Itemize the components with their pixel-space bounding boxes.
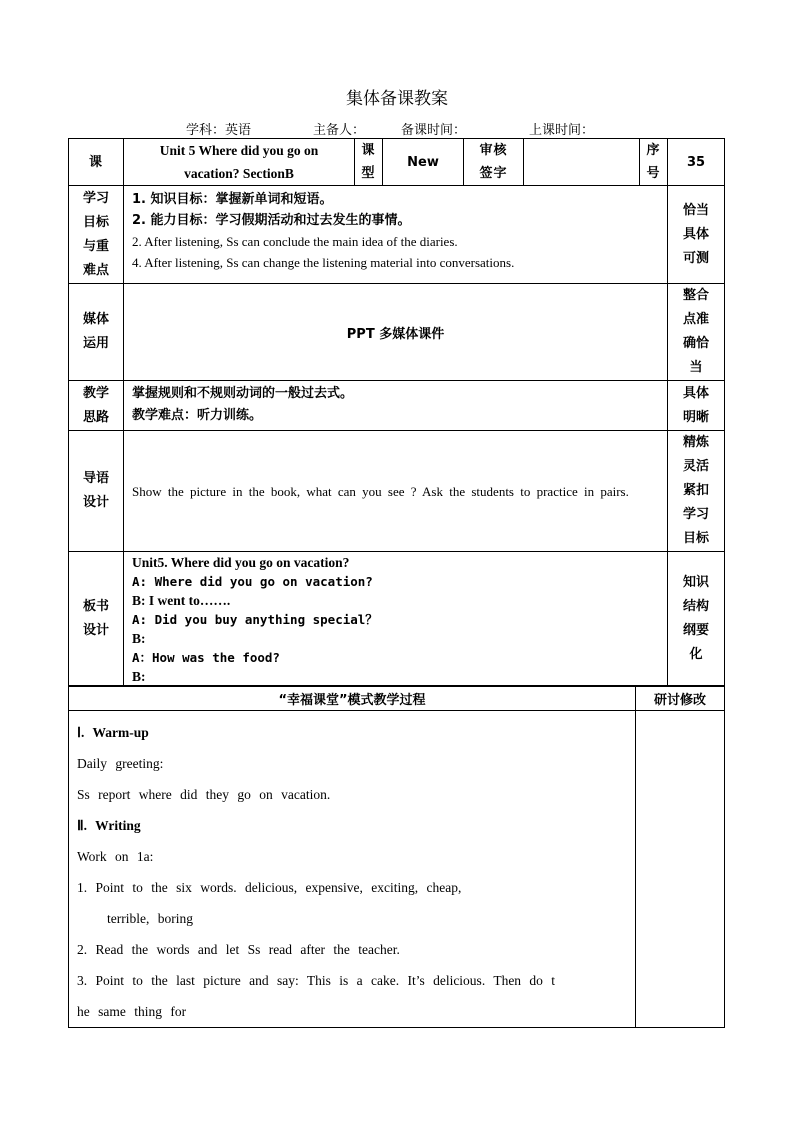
teaching-idea-row	[69, 381, 725, 431]
review-label: 审核 签字	[464, 139, 524, 186]
lead-in-label: 导语 设计	[69, 431, 124, 552]
goal-line: 1. 知识目标：掌握新单词和短语。	[132, 192, 333, 207]
board-comment: 知识 结构 纲要 化	[668, 552, 725, 687]
type-label: 课 型	[355, 139, 383, 186]
lead-in-row	[69, 431, 725, 552]
process-side-header: 研讨修改	[636, 686, 725, 711]
lead-in-content: Show the picture in the book, what can you see ? Ask the students to practice in pairs.	[124, 431, 668, 552]
topic-value: Unit 5 Where did you go on vacation? SectionB	[124, 139, 355, 186]
board-line: B:	[132, 631, 146, 646]
board-line: Unit5. Where did you go on vacation?	[132, 555, 350, 570]
media-comment: 整合 点准 确恰 当	[668, 284, 725, 381]
teaching-idea-comment: 具体 明晰	[668, 381, 725, 431]
media-content: PPT 多媒体课件	[124, 284, 668, 381]
process-header-row	[69, 686, 725, 711]
goals-row	[69, 186, 725, 284]
process-line: Work on 1a:	[77, 849, 154, 864]
process-line: terrible, boring	[107, 911, 193, 926]
board-line: A: Did you buy anything special？	[132, 612, 378, 627]
seq-value: 35	[668, 139, 725, 186]
goals-content	[124, 186, 668, 284]
goals-label: 学习 目标 与重 难点	[69, 186, 124, 284]
board-label: 板书 设计	[69, 552, 124, 687]
topic-label: 课	[69, 139, 124, 186]
media-row	[69, 284, 725, 381]
board-line: A：How was the food?	[132, 650, 280, 665]
process-line: Ss report where did they go on vacation.	[77, 787, 331, 802]
process-content	[69, 711, 636, 1028]
meta-lead: 主备人：	[313, 123, 366, 138]
meta-line	[186, 119, 594, 138]
process-body-row	[69, 711, 725, 1028]
process-line: 1. Point to the six words. delicious, expensive, exciting, cheap,	[77, 880, 462, 895]
goal-line: 2. 能力目标：学习假期活动和过去发生的事情。	[132, 213, 411, 228]
review-value	[524, 139, 640, 186]
board-row	[69, 552, 725, 687]
goals-comment: 恰当 具体 可测	[668, 186, 725, 284]
idea-line: 掌握规则和不规则动词的一般过去式。	[132, 386, 354, 401]
process-header: “幸福课堂”模式教学过程	[69, 686, 636, 711]
teaching-idea-label: 教学 思路	[69, 381, 124, 431]
lesson-plan-table	[68, 138, 725, 687]
header-row	[69, 139, 725, 186]
board-line: A: Where did you go on vacation?	[132, 574, 373, 589]
document-title: 集体备课教案	[346, 89, 448, 109]
board-line: B: I went to…….	[132, 593, 231, 608]
board-line: B:	[132, 669, 146, 684]
process-line: he same thing for	[77, 1004, 187, 1019]
media-label: 媒体 运用	[69, 284, 124, 381]
board-content	[124, 552, 668, 687]
goal-line: 2. After listening, Ss can conclude the main idea of the diaries.	[132, 234, 458, 249]
type-value: New	[383, 139, 464, 186]
lead-in-comment: 精炼 灵活 紧扣 学习 目标	[668, 431, 725, 552]
seq-label: 序 号	[640, 139, 668, 186]
idea-line: 教学难点：听力训练。	[132, 408, 263, 423]
meta-subject: 学科：英语	[186, 123, 252, 138]
process-line: Ⅰ. Warm-up	[77, 725, 149, 740]
process-revision-cell	[636, 711, 725, 1028]
meta-prep-time: 备课时间：	[401, 123, 467, 138]
process-table	[68, 685, 725, 1028]
process-line: 2. Read the words and let Ss read after the teacher.	[77, 942, 400, 957]
process-line: Daily greeting:	[77, 756, 164, 771]
process-line: Ⅱ. Writing	[77, 818, 141, 833]
process-line: 3. Point to the last picture and say: This is a cake. It’s delicious. Then do t	[77, 973, 556, 988]
goal-line: 4. After listening, Ss can change the listening material into conversations.	[132, 255, 515, 270]
teaching-idea-content	[124, 381, 668, 431]
meta-class-time: 上课时间：	[529, 123, 595, 138]
